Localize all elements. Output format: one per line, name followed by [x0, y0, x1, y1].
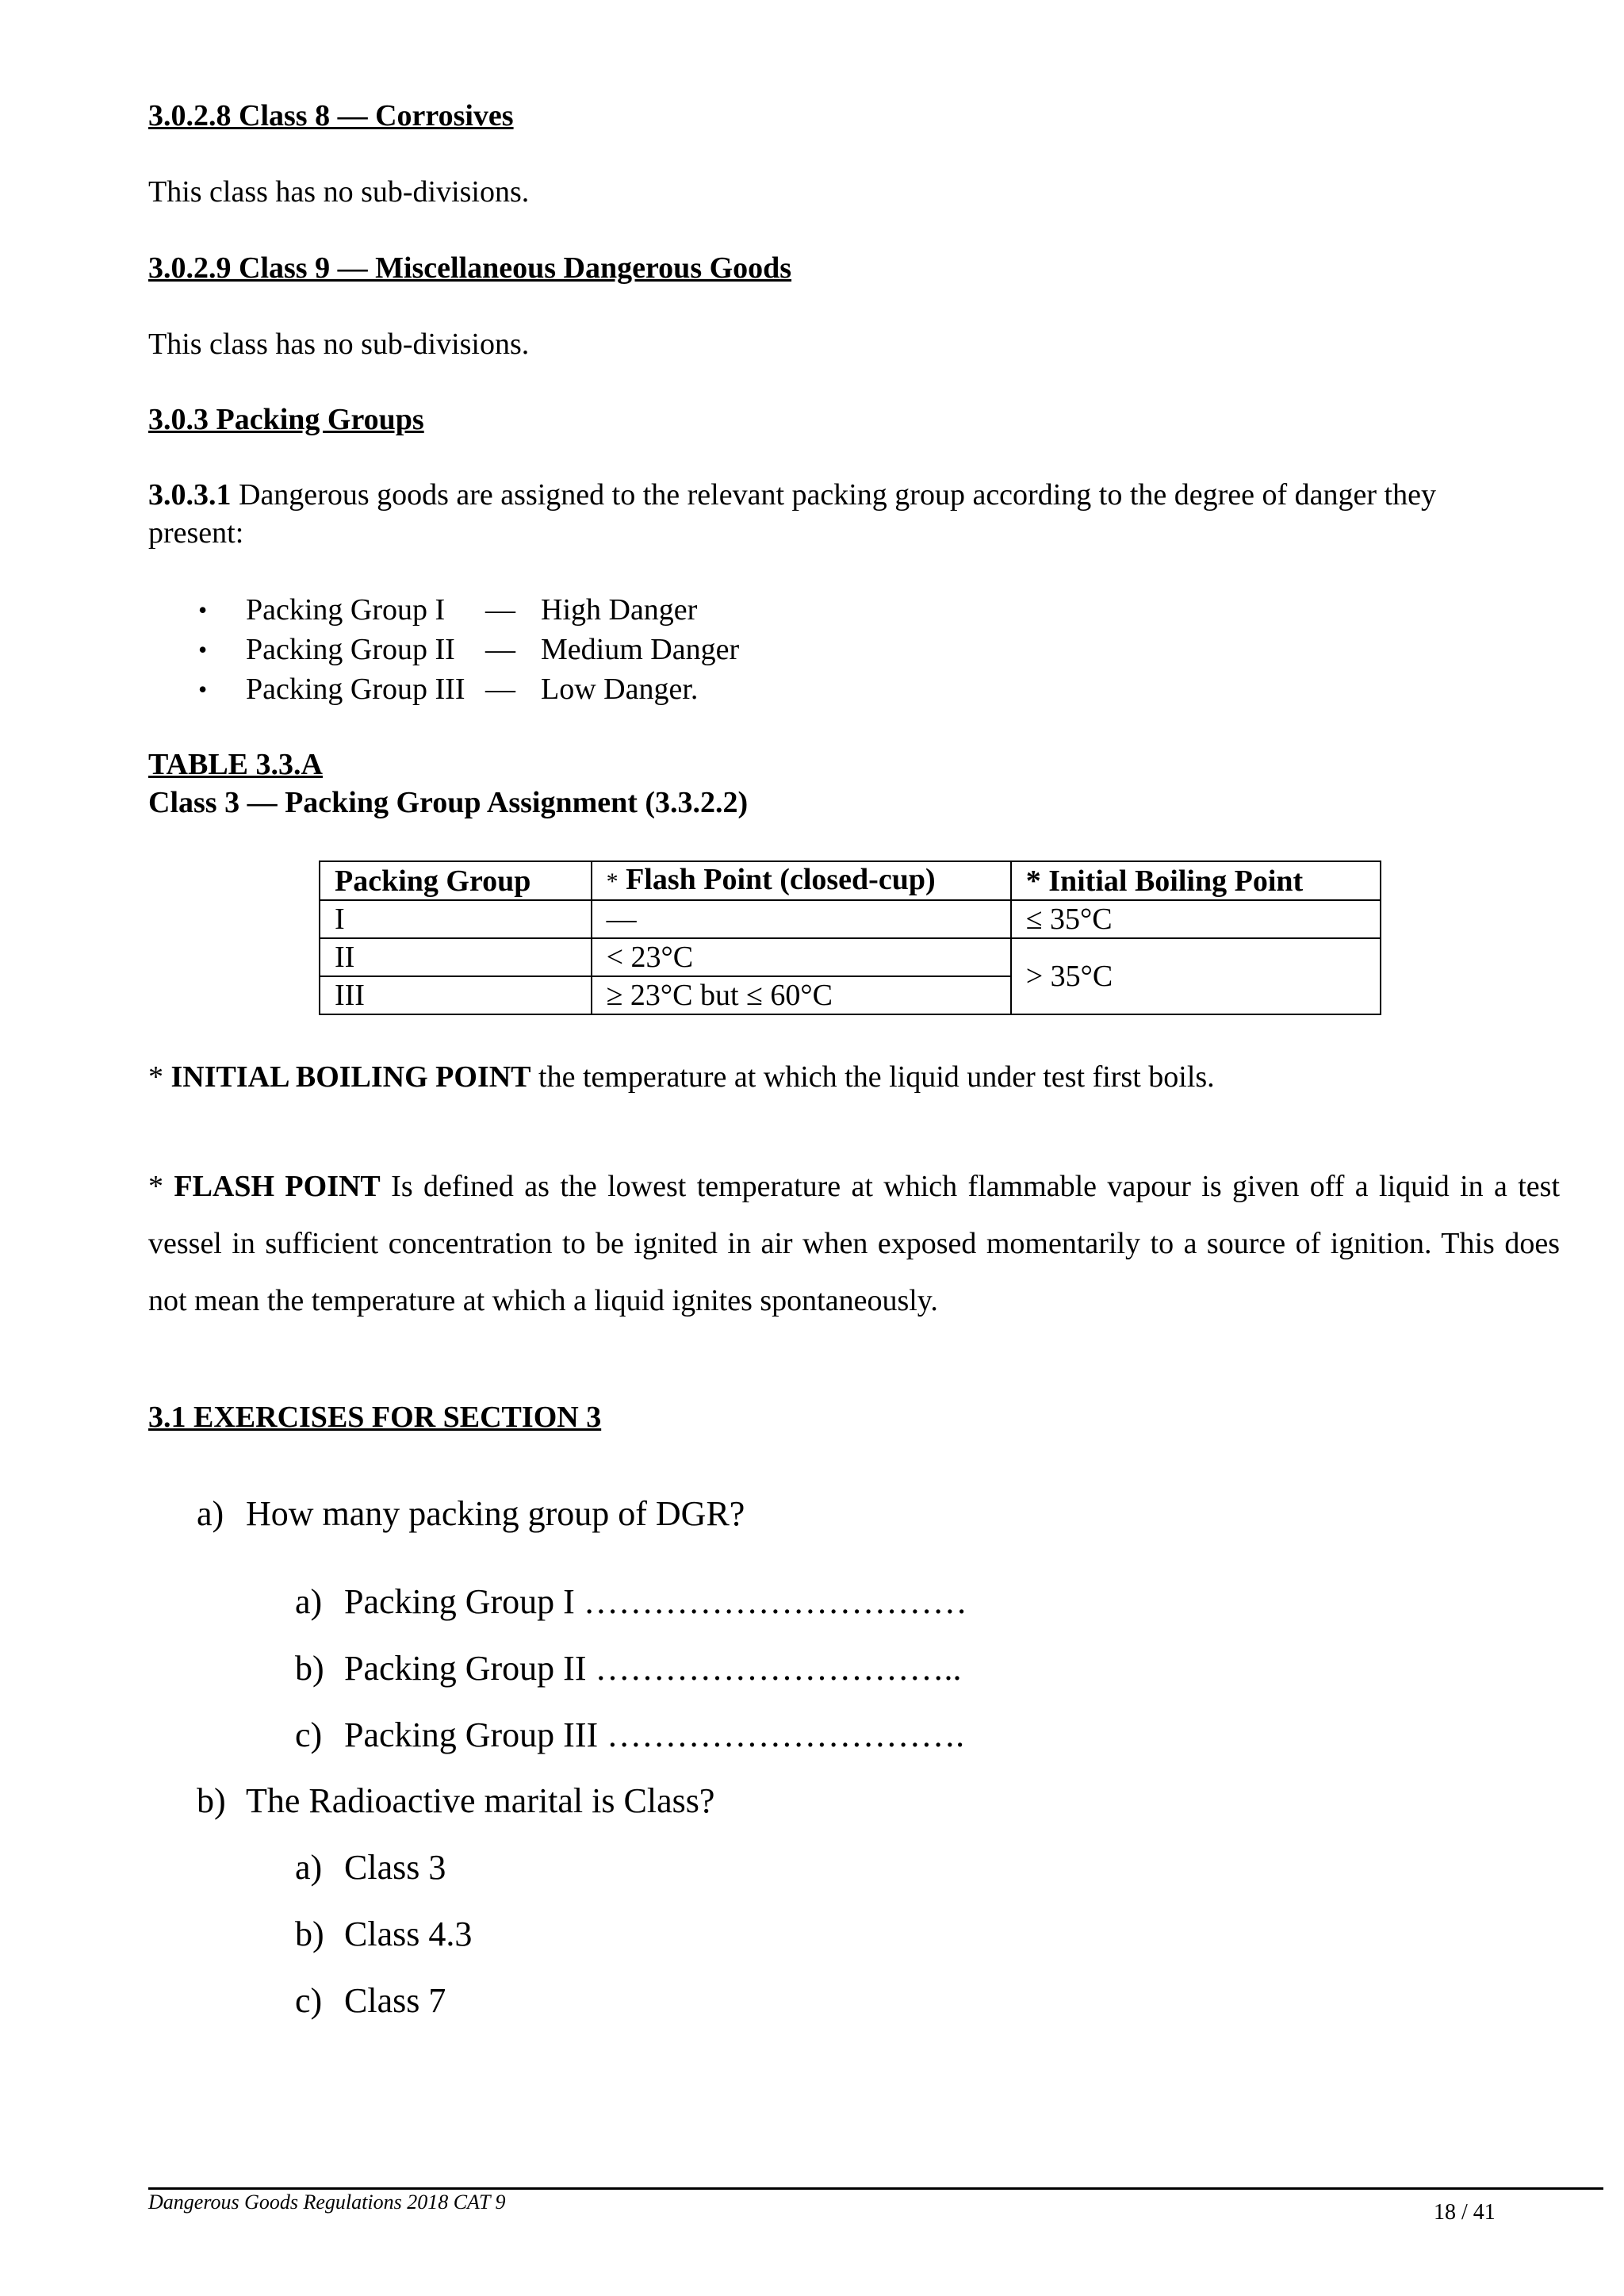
option-text: Class 4.3	[344, 1915, 473, 1953]
bullet-icon: •	[198, 635, 208, 664]
table-row	[320, 938, 1381, 976]
list-item-dash: —	[485, 673, 515, 706]
option-text: Packing Group III ………………………….	[344, 1715, 965, 1754]
header-flash-point	[592, 861, 1011, 900]
footer-divider	[148, 2187, 1603, 2190]
definition-term: INITIAL BOILING POINT	[170, 1060, 531, 1094]
bullet-icon: •	[198, 675, 208, 703]
paragraph-3031-line1	[148, 477, 1436, 512]
asterisk: *	[148, 1170, 174, 1203]
packing-group-table	[319, 861, 1381, 1015]
cell-group: II	[320, 938, 592, 976]
paragraph-class-8: This class has no sub-divisions.	[148, 175, 530, 209]
option-text: Packing Group II …………………………..	[344, 1649, 962, 1688]
table-header-row	[320, 861, 1381, 900]
paragraph-3031-line2: present:	[148, 516, 244, 550]
table-label: TABLE 3.3.A	[148, 748, 323, 781]
list-item-level: Low Danger.	[541, 673, 699, 706]
option-label: b)	[295, 1649, 324, 1688]
list-item-level: Medium Danger	[541, 633, 740, 666]
paragraph-text: Dangerous goods are assigned to the relevant packing group according to the degree of danger they	[231, 478, 1436, 512]
table-caption: Class 3 — Packing Group Assignment (3.3.2.2)	[148, 786, 749, 819]
bullet-icon: •	[198, 596, 208, 624]
question-label: b)	[197, 1781, 226, 1820]
option-label: c)	[295, 1981, 323, 2020]
option-label: c)	[295, 1715, 323, 1754]
asterisk: *	[606, 868, 619, 895]
definition-flash-point	[148, 1158, 1560, 1329]
definition-term: FLASH POINT	[174, 1170, 381, 1203]
header-packing-group: Packing Group	[320, 861, 592, 900]
definition-initial-boiling-point	[148, 1060, 1215, 1094]
option-text: Packing Group I ……………………………	[344, 1582, 967, 1621]
list-item-level: High Danger	[541, 593, 698, 627]
option-label: a)	[295, 1582, 323, 1621]
heading-packing-groups: 3.0.3 Packing Groups	[148, 403, 424, 436]
option-text: Class 7	[344, 1981, 446, 2020]
cell-boiling: ≤ 35°C	[1011, 900, 1381, 938]
definition-text: the temperature at which the liquid under test first boils.	[530, 1060, 1215, 1094]
page-number: 18 / 41	[1434, 2200, 1496, 2225]
heading-class-9: 3.0.2.9 Class 9 — Miscellaneous Dangerous Goods	[148, 251, 792, 285]
option-text: Class 3	[344, 1848, 446, 1887]
heading-class-8: 3.0.2.8 Class 8 — Corrosives	[148, 99, 514, 132]
footer-document-title: Dangerous Goods Regulations 2018 CAT 9	[148, 2191, 506, 2214]
cell-group: III	[320, 976, 592, 1014]
option-label: b)	[295, 1915, 324, 1953]
list-item-name: Packing Group I	[246, 593, 446, 627]
definition-text: Is defined as the lowest temperature at which flammable vapour is given off a liquid in a test vessel in sufficient concentration to be ignited in air when exposed momentarily to a source of ignition. This does not mean the temperature at which a liquid ignites spontaneously.	[148, 1170, 1561, 1317]
header-initial-boiling-point: * Initial Boiling Point	[1011, 861, 1381, 900]
cell-flash: ≥ 23°C but ≤ 60°C	[592, 976, 1011, 1014]
asterisk: *	[148, 1060, 171, 1094]
cell-boiling: > 35°C	[1011, 938, 1381, 1014]
cell-group: I	[320, 900, 592, 938]
cell-flash: —	[592, 900, 1011, 938]
paragraph-class-9: This class has no sub-divisions.	[148, 328, 530, 361]
list-item-dash: —	[485, 593, 515, 627]
question-label: a)	[197, 1494, 224, 1533]
paragraph-number: 3.0.3.1	[148, 478, 232, 512]
table-row	[320, 900, 1381, 938]
cell-flash: < 23°C	[592, 938, 1011, 976]
list-item-name: Packing Group II	[246, 633, 455, 666]
question-text: The Radioactive marital is Class?	[246, 1781, 715, 1820]
option-label: a)	[295, 1848, 323, 1887]
exercises-heading: 3.1 EXERCISES FOR SECTION 3	[148, 1401, 602, 1434]
question-text: How many packing group of DGR?	[246, 1494, 745, 1533]
header-flash-point-label: Flash Point (closed-cup)	[618, 863, 936, 896]
list-item-dash: —	[485, 633, 515, 666]
list-item-name: Packing Group III	[246, 673, 465, 706]
